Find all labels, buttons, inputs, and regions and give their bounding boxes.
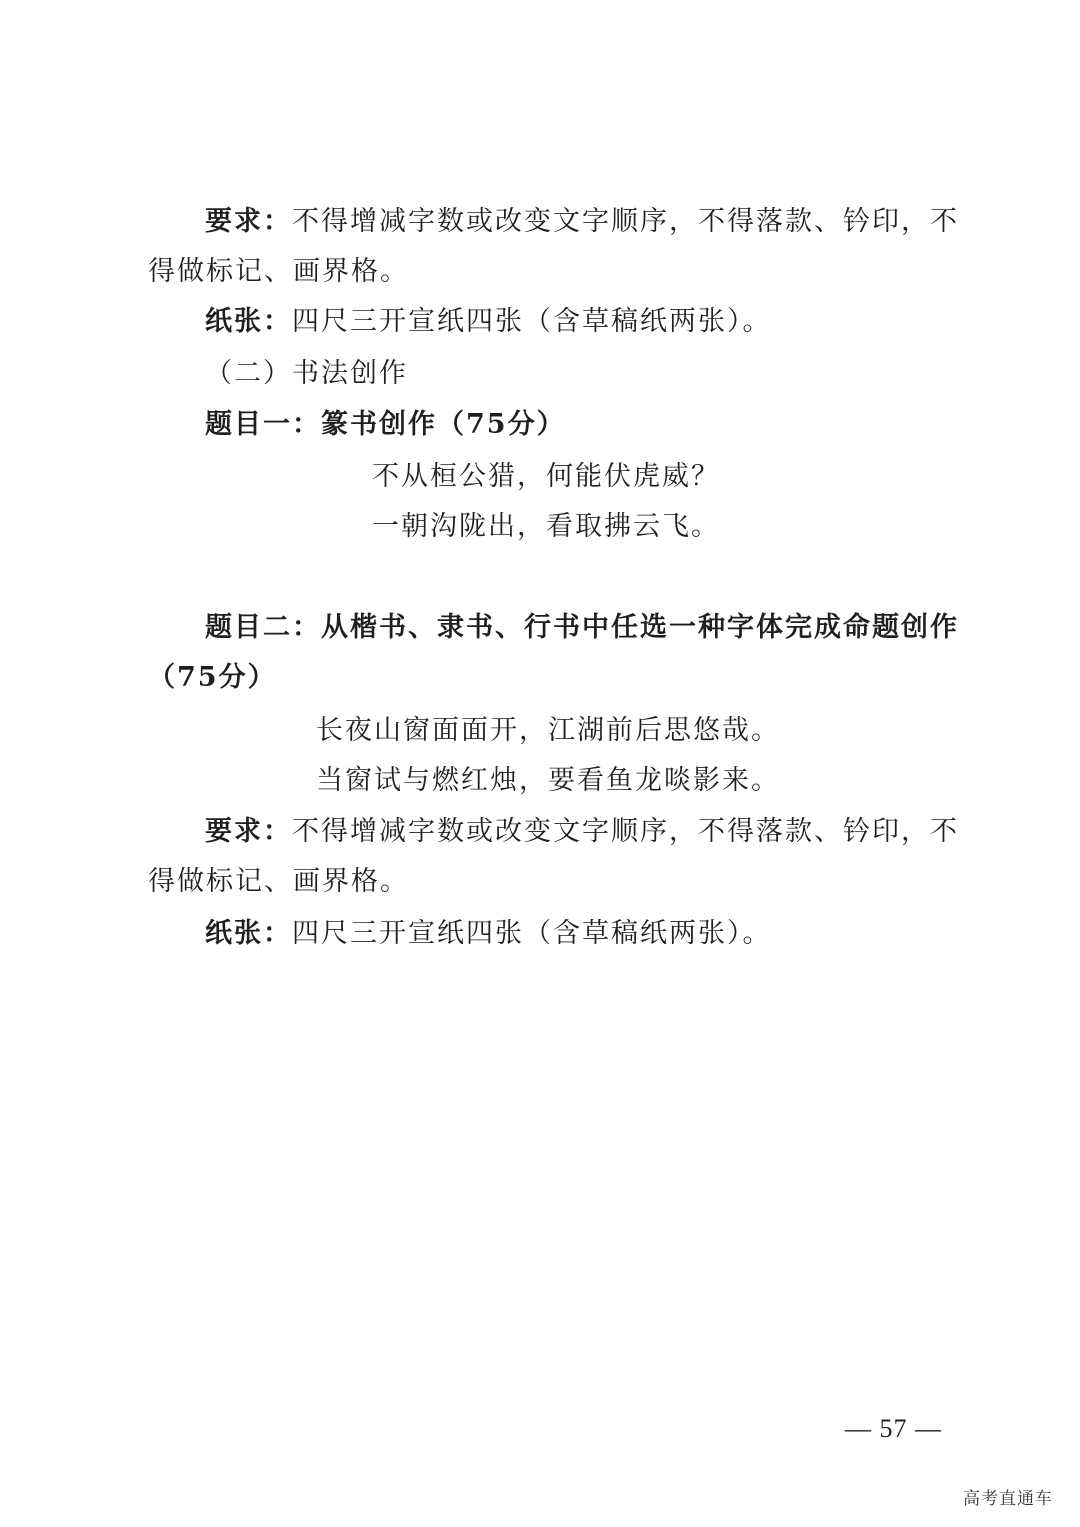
topic2-requirement-label: 要求： (205, 816, 292, 847)
requirement-text-cont: 得做标记、画界格。 (148, 256, 409, 287)
topic2-paper-label: 纸张： (205, 918, 292, 949)
requirement-line-1 (205, 202, 959, 242)
watermark-text: 高考直通车 (963, 1489, 1053, 1509)
paper-line (205, 302, 772, 342)
topic2-poem-line-1: 长夜山窗面面开，江湖前后思悠哉。 (316, 715, 780, 746)
topic1-title: 题目一：篆书创作（75分） (205, 409, 566, 440)
page-number: — 57 — (845, 1414, 942, 1443)
topic2-title-line-1: 题目二：从楷书、隶书、行书中任选一种字体完成命题创作 (205, 612, 959, 643)
paper-text: 四尺三开宣纸四张（含草稿纸两张）。 (292, 306, 772, 337)
topic1-poem-line-2: 一朝沟陇出，看取拂云飞。 (372, 511, 720, 542)
topic2-requirement-line-2: 得做标记、画界格。 (148, 866, 409, 897)
topic2-requirement-line-1 (205, 812, 959, 852)
paper-label: 纸张： (205, 306, 292, 337)
topic2-requirement-text: 不得增减字数或改变文字顺序，不得落款、钤印，不 (292, 816, 959, 847)
topic2-paper-line (205, 914, 772, 954)
requirement-label: 要求： (205, 206, 292, 237)
topic2-paper-text: 四尺三开宣纸四张（含草稿纸两张）。 (292, 918, 772, 949)
topic2-title-line-2: （75分） (148, 662, 277, 693)
requirement-text: 不得增减字数或改变文字顺序，不得落款、钤印，不 (292, 206, 959, 237)
topic1-poem-line-1: 不从桓公猎，何能伏虎威？ (372, 461, 720, 492)
requirement-line-2 (148, 252, 409, 292)
topic2-poem-line-2: 当窗试与燃红烛，要看鱼龙啖影来。 (316, 765, 780, 796)
section-heading: （二）书法创作 (205, 358, 408, 389)
